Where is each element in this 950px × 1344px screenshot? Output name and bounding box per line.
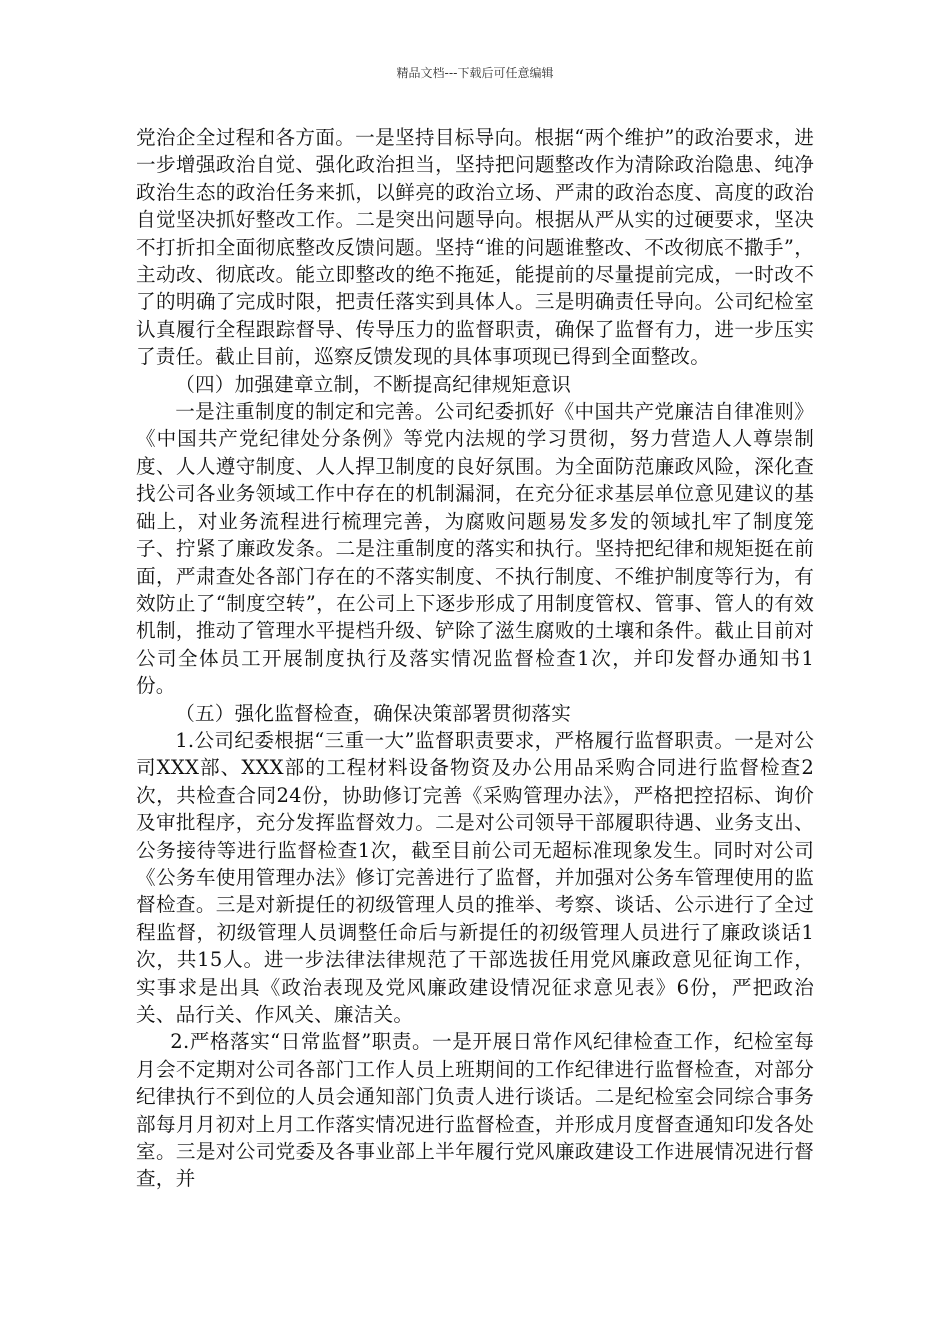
paragraph-2: 一是注重制度的制定和完善。公司纪委抓好《中国共产党廉洁自律准则》《中国共产党纪律处分条例》等党内法规的学习贯彻，努力营造人人尊崇制度、人人遵守制度、人人捍卫制度的良好氛围。为全面防范廉政风险，深化查找公司各业务领域工作中存在的机制漏洞，在充分征求基层单位意见建议的基础上，对业务流程进行梳理完善，为腐败问题易发多发的领域扎牢了制度笼子、拧紧了廉政发条。二是注重制度的落实和执行。坚持把纪律和规矩挺在前面，严肃查处各部门存在的不落实制度、不执行制度、不维护制度等行为，有效防止了“制度空转”，在公司上下逐步形成了用制度管权、管事、管人的有效机制，推动了管理水平提档升级、铲除了滋生腐败的土壤和条件。截止目前对公司全体员工开展制度执行及落实情况监督检查1次，并印发督办通知书1份。 — [136, 400, 814, 698]
section-heading-5: （五）强化监督检查，确保决策部署贯彻落实 — [175, 701, 572, 725]
document-body — [136, 124, 814, 1193]
paragraph-4: 2.严格落实“日常监督”职责。一是开展日常作风纪律检查工作，纪检室每月会不定期对公司各部门工作人员上班期间的工作纪律进行监督检查，对部分纪律执行不到位的人员会通知部门负责人进行谈话。二是纪检室会同综合事务部每月月初对上月工作落实情况进行监督检查，并形成月度督查通知印发各处室。三是对公司党委及各事业部上半年履行党风廉政建设工作进展情况进行督查，并 — [136, 1030, 814, 1191]
section-heading-4: （四）加强建章立制，不断提高纪律规矩意识 — [175, 372, 572, 396]
page-header: 精品文档---下载后可任意编辑 — [396, 66, 554, 80]
paragraph-1: 党治企全过程和各方面。一是坚持目标导向。根据“两个维护”的政治要求，进一步增强政治自觉、强化政治担当，坚持把问题整改作为清除政治隐患、纯净政治生态的政治任务来抓，以鲜亮的政治立场、严肃的政治态度、高度的政治自觉坚决抓好整改工作。二是突出问题导向。根据从严从实的过硬要求，坚决不打折扣全面彻底整改反馈问题。坚持“谁的问题谁整改、不改彻底不撒手”，主动改、彻底改。能立即整改的绝不拖延，能提前的尽量提前完成，一时改不了的明确了完成时限，把责任落实到具体人。三是明确责任导向。公司纪检室认真履行全程跟踪督导、传导压力的监督职责，确保了监督有力，进一步压实了责任。截止目前，巡察反馈发现的具体事项现已得到全面整改。 — [136, 126, 814, 369]
paragraph-3: 1.公司纪委根据“三重一大”监督职责要求，严格履行监督职责。一是对公司XXX部、XXX部的工程材料设备物资及办公用品采购合同进行监督检查2次，共检查合同24份，协助修订完善《采购管理办法》，严格把控招标、询价及审批程序，充分发挥监督效力。二是对公司领导干部履职待遇、业务支出、公务接待等进行监督检查1次，截至目前公司无超标准现象发生。同时对公司《公务车使用管理办法》修订完善进行了监督，并加强对公务车管理使用的监督检查。三是对新提任的初级管理人员的推举、考察、谈话、公示进行了全过程监督，初级管理人员调整任命后与新提任的初级管理人员进行了廉政谈话1次，共15人。进一步法律法律规范了干部选拔任用党风廉政意见征询工作，实事求是出具《政治表现及党风廉政建设情况征求意见表》6份，严把政治关、品行关、作风关、廉洁关。 — [136, 728, 814, 1026]
